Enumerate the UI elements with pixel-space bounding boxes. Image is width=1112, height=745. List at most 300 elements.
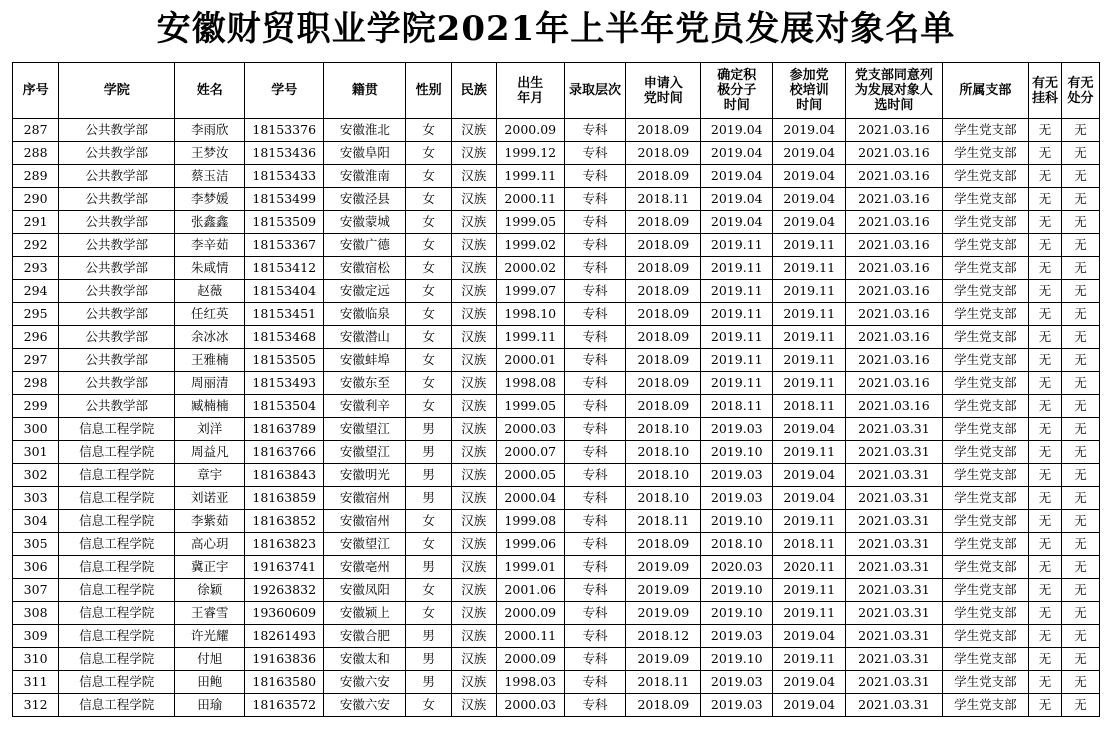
col-penalty-cell: 无 <box>1061 602 1099 625</box>
col-failed-course-cell: 无 <box>1029 418 1062 441</box>
col-failed-course-cell: 无 <box>1029 188 1062 211</box>
col-college-cell: 信息工程学院 <box>59 694 175 717</box>
col-approval-date-cell: 2021.03.16 <box>846 234 943 257</box>
col-penalty-cell: 无 <box>1061 372 1099 395</box>
col-student-id-cell: 18163859 <box>245 487 324 510</box>
col-penalty-cell: 无 <box>1061 648 1099 671</box>
col-birth-cell: 2000.03 <box>496 694 564 717</box>
col-student-id-cell: 19360609 <box>245 602 324 625</box>
col-approval-date-cell: 2021.03.31 <box>846 648 943 671</box>
col-apply-date-cell: 2018.10 <box>626 441 701 464</box>
col-approval-date-cell: 2021.03.16 <box>846 119 943 142</box>
table-row <box>13 326 1100 349</box>
col-name-cell: 周丽清 <box>175 372 245 395</box>
col-gender-cell: 女 <box>406 694 451 717</box>
col-hometown-cell: 安徽明光 <box>324 464 406 487</box>
col-college-cell: 信息工程学院 <box>59 464 175 487</box>
col-approval-date-cell: 2021.03.31 <box>846 441 943 464</box>
col-penalty-cell: 无 <box>1061 165 1099 188</box>
col-hometown-cell: 安徽合肥 <box>324 625 406 648</box>
col-failed-course-header: 有无 挂科 <box>1029 63 1062 119</box>
col-hometown-cell: 安徽潜山 <box>324 326 406 349</box>
col-student-id-cell: 18153493 <box>245 372 324 395</box>
col-index-cell: 288 <box>13 142 59 165</box>
col-gender-cell: 男 <box>406 418 451 441</box>
col-branch-cell: 学生党支部 <box>942 556 1028 579</box>
col-college-cell: 公共教学部 <box>59 257 175 280</box>
col-name-header: 姓名 <box>175 63 245 119</box>
col-branch-cell: 学生党支部 <box>942 349 1028 372</box>
col-index-cell: 297 <box>13 349 59 372</box>
col-index-cell: 310 <box>13 648 59 671</box>
col-name-cell: 王睿雪 <box>175 602 245 625</box>
col-level-cell: 专科 <box>564 165 626 188</box>
col-birth-cell: 1998.08 <box>496 372 564 395</box>
col-activist-date-cell: 2018.10 <box>701 533 773 556</box>
col-college-cell: 公共教学部 <box>59 395 175 418</box>
col-branch-cell: 学生党支部 <box>942 671 1028 694</box>
col-branch-cell: 学生党支部 <box>942 441 1028 464</box>
col-level-header: 录取层次 <box>564 63 626 119</box>
col-college-cell: 信息工程学院 <box>59 648 175 671</box>
col-activist-date-cell: 2019.04 <box>701 211 773 234</box>
col-activist-date-header: 确定积 极分子 时间 <box>701 63 773 119</box>
table-row <box>13 234 1100 257</box>
col-name-cell: 刘洋 <box>175 418 245 441</box>
col-branch-cell: 学生党支部 <box>942 602 1028 625</box>
col-student-id-cell: 18153433 <box>245 165 324 188</box>
col-level-cell: 专科 <box>564 441 626 464</box>
col-penalty-cell: 无 <box>1061 533 1099 556</box>
col-college-cell: 公共教学部 <box>59 119 175 142</box>
col-gender-cell: 男 <box>406 556 451 579</box>
col-training-date-cell: 2019.11 <box>773 349 846 372</box>
table-row <box>13 441 1100 464</box>
col-approval-date-cell: 2021.03.31 <box>846 418 943 441</box>
col-approval-date-cell: 2021.03.31 <box>846 533 943 556</box>
col-ethnicity-cell: 汉族 <box>451 349 496 372</box>
col-approval-date-cell: 2021.03.31 <box>846 556 943 579</box>
col-birth-cell: 2000.05 <box>496 464 564 487</box>
table-row <box>13 510 1100 533</box>
col-approval-date-cell: 2021.03.16 <box>846 372 943 395</box>
col-penalty-cell: 无 <box>1061 441 1099 464</box>
col-level-cell: 专科 <box>564 671 626 694</box>
col-branch-cell: 学生党支部 <box>942 487 1028 510</box>
col-student-id-cell: 18153436 <box>245 142 324 165</box>
col-college-cell: 公共教学部 <box>59 211 175 234</box>
col-hometown-cell: 安徽亳州 <box>324 556 406 579</box>
col-ethnicity-cell: 汉族 <box>451 303 496 326</box>
col-birth-cell: 2000.01 <box>496 349 564 372</box>
col-training-date-cell: 2019.11 <box>773 510 846 533</box>
col-branch-cell: 学生党支部 <box>942 303 1028 326</box>
col-approval-date-cell: 2021.03.16 <box>846 280 943 303</box>
col-penalty-cell: 无 <box>1061 142 1099 165</box>
col-apply-date-cell: 2018.09 <box>626 326 701 349</box>
col-penalty-cell: 无 <box>1061 487 1099 510</box>
col-failed-course-cell: 无 <box>1029 556 1062 579</box>
col-penalty-cell: 无 <box>1061 257 1099 280</box>
col-hometown-cell: 安徽蒙城 <box>324 211 406 234</box>
col-failed-course-cell: 无 <box>1029 487 1062 510</box>
col-birth-cell: 1999.11 <box>496 326 564 349</box>
col-college-cell: 信息工程学院 <box>59 533 175 556</box>
col-activist-date-cell: 2019.04 <box>701 188 773 211</box>
col-college-cell: 信息工程学院 <box>59 418 175 441</box>
col-index-cell: 287 <box>13 119 59 142</box>
col-gender-cell: 女 <box>406 303 451 326</box>
col-hometown-cell: 安徽定远 <box>324 280 406 303</box>
col-training-date-cell: 2019.04 <box>773 188 846 211</box>
col-activist-date-cell: 2019.10 <box>701 441 773 464</box>
col-birth-cell: 2000.09 <box>496 119 564 142</box>
col-level-cell: 专科 <box>564 579 626 602</box>
col-name-cell: 许光耀 <box>175 625 245 648</box>
table-row <box>13 556 1100 579</box>
col-college-cell: 公共教学部 <box>59 303 175 326</box>
col-branch-cell: 学生党支部 <box>942 280 1028 303</box>
col-training-date-cell: 2019.11 <box>773 257 846 280</box>
col-level-cell: 专科 <box>564 142 626 165</box>
col-ethnicity-cell: 汉族 <box>451 671 496 694</box>
col-level-cell: 专科 <box>564 533 626 556</box>
col-student-id-cell: 18163580 <box>245 671 324 694</box>
col-birth-cell: 1999.02 <box>496 234 564 257</box>
col-birth-header: 出生 年月 <box>496 63 564 119</box>
col-branch-cell: 学生党支部 <box>942 234 1028 257</box>
table-row <box>13 119 1100 142</box>
col-name-cell: 李辛茹 <box>175 234 245 257</box>
col-birth-cell: 2000.11 <box>496 625 564 648</box>
col-gender-header: 性别 <box>406 63 451 119</box>
col-name-cell: 徐颖 <box>175 579 245 602</box>
col-student-id-cell: 19263832 <box>245 579 324 602</box>
col-penalty-cell: 无 <box>1061 694 1099 717</box>
col-training-date-cell: 2019.11 <box>773 303 846 326</box>
col-hometown-cell: 安徽望江 <box>324 418 406 441</box>
col-apply-date-cell: 2018.09 <box>626 280 701 303</box>
col-student-id-cell: 18153509 <box>245 211 324 234</box>
col-activist-date-cell: 2019.04 <box>701 165 773 188</box>
col-student-id-cell: 18163852 <box>245 510 324 533</box>
col-name-cell: 余冰冰 <box>175 326 245 349</box>
col-level-cell: 专科 <box>564 280 626 303</box>
table-row <box>13 349 1100 372</box>
col-birth-cell: 1999.11 <box>496 165 564 188</box>
col-hometown-cell: 安徽宿松 <box>324 257 406 280</box>
col-index-cell: 290 <box>13 188 59 211</box>
col-training-date-cell: 2019.11 <box>773 280 846 303</box>
col-penalty-cell: 无 <box>1061 188 1099 211</box>
col-branch-cell: 学生党支部 <box>942 142 1028 165</box>
col-hometown-cell: 安徽凤阳 <box>324 579 406 602</box>
col-apply-date-cell: 2019.09 <box>626 579 701 602</box>
col-student-id-cell: 18163823 <box>245 533 324 556</box>
col-hometown-cell: 安徽广德 <box>324 234 406 257</box>
col-ethnicity-cell: 汉族 <box>451 257 496 280</box>
col-birth-cell: 2000.04 <box>496 487 564 510</box>
col-approval-date-header: 党支部同意列 为发展对象人 选时间 <box>846 63 943 119</box>
col-index-cell: 303 <box>13 487 59 510</box>
col-student-id-cell: 18153376 <box>245 119 324 142</box>
col-training-date-cell: 2019.04 <box>773 119 846 142</box>
col-student-id-cell: 18153504 <box>245 395 324 418</box>
col-level-cell: 专科 <box>564 234 626 257</box>
col-approval-date-cell: 2021.03.16 <box>846 349 943 372</box>
col-name-cell: 李雨欣 <box>175 119 245 142</box>
col-approval-date-cell: 2021.03.31 <box>846 602 943 625</box>
col-approval-date-cell: 2021.03.16 <box>846 326 943 349</box>
col-birth-cell: 2000.07 <box>496 441 564 464</box>
col-training-date-cell: 2019.04 <box>773 418 846 441</box>
table-row <box>13 648 1100 671</box>
col-training-date-cell: 2019.11 <box>773 234 846 257</box>
col-penalty-cell: 无 <box>1061 579 1099 602</box>
col-branch-cell: 学生党支部 <box>942 188 1028 211</box>
col-apply-date-cell: 2018.09 <box>626 165 701 188</box>
col-approval-date-cell: 2021.03.31 <box>846 625 943 648</box>
col-apply-date-cell: 2019.09 <box>626 556 701 579</box>
col-failed-course-cell: 无 <box>1029 579 1062 602</box>
col-level-cell: 专科 <box>564 625 626 648</box>
table-row <box>13 303 1100 326</box>
col-level-cell: 专科 <box>564 349 626 372</box>
col-birth-cell: 1999.06 <box>496 533 564 556</box>
col-student-id-cell: 18153499 <box>245 188 324 211</box>
col-index-cell: 309 <box>13 625 59 648</box>
col-apply-date-cell: 2018.09 <box>626 142 701 165</box>
col-training-date-cell: 2019.04 <box>773 464 846 487</box>
col-level-cell: 专科 <box>564 119 626 142</box>
col-approval-date-cell: 2021.03.16 <box>846 142 943 165</box>
col-index-cell: 304 <box>13 510 59 533</box>
col-ethnicity-cell: 汉族 <box>451 648 496 671</box>
col-failed-course-cell: 无 <box>1029 257 1062 280</box>
col-ethnicity-cell: 汉族 <box>451 119 496 142</box>
col-penalty-cell: 无 <box>1061 211 1099 234</box>
col-birth-cell: 2000.11 <box>496 188 564 211</box>
col-name-cell: 赵薇 <box>175 280 245 303</box>
col-failed-course-cell: 无 <box>1029 211 1062 234</box>
col-name-cell: 付旭 <box>175 648 245 671</box>
page-title: 安徽财贸职业学院2021年上半年党员发展对象名单 <box>156 9 956 49</box>
col-penalty-cell: 无 <box>1061 418 1099 441</box>
col-student-id-cell: 18153451 <box>245 303 324 326</box>
col-index-cell: 291 <box>13 211 59 234</box>
col-failed-course-cell: 无 <box>1029 372 1062 395</box>
table-header-row <box>13 63 1100 119</box>
col-branch-cell: 学生党支部 <box>942 165 1028 188</box>
col-apply-date-cell: 2018.09 <box>626 395 701 418</box>
col-level-cell: 专科 <box>564 694 626 717</box>
col-student-id-cell: 18153468 <box>245 326 324 349</box>
col-student-id-cell: 18153404 <box>245 280 324 303</box>
col-activist-date-cell: 2019.03 <box>701 464 773 487</box>
col-name-cell: 周益凡 <box>175 441 245 464</box>
col-gender-cell: 男 <box>406 671 451 694</box>
col-birth-cell: 1999.07 <box>496 280 564 303</box>
col-index-cell: 306 <box>13 556 59 579</box>
col-name-cell: 高心玥 <box>175 533 245 556</box>
col-training-date-cell: 2019.11 <box>773 441 846 464</box>
col-ethnicity-cell: 汉族 <box>451 326 496 349</box>
col-activist-date-cell: 2019.03 <box>701 671 773 694</box>
col-level-cell: 专科 <box>564 211 626 234</box>
col-gender-cell: 男 <box>406 441 451 464</box>
col-name-cell: 王梦汝 <box>175 142 245 165</box>
col-ethnicity-cell: 汉族 <box>451 510 496 533</box>
col-failed-course-cell: 无 <box>1029 648 1062 671</box>
col-penalty-header: 有无 处分 <box>1061 63 1099 119</box>
col-failed-course-cell: 无 <box>1029 234 1062 257</box>
col-index-cell: 301 <box>13 441 59 464</box>
col-branch-cell: 学生党支部 <box>942 579 1028 602</box>
col-gender-cell: 女 <box>406 142 451 165</box>
col-activist-date-cell: 2019.11 <box>701 257 773 280</box>
col-approval-date-cell: 2021.03.16 <box>846 165 943 188</box>
col-college-cell: 公共教学部 <box>59 188 175 211</box>
col-apply-date-cell: 2018.09 <box>626 257 701 280</box>
col-apply-date-header: 申请入 党时间 <box>626 63 701 119</box>
col-college-cell: 公共教学部 <box>59 234 175 257</box>
table-row <box>13 625 1100 648</box>
col-training-date-cell: 2019.04 <box>773 671 846 694</box>
col-activist-date-cell: 2019.03 <box>701 625 773 648</box>
col-branch-cell: 学生党支部 <box>942 694 1028 717</box>
col-apply-date-cell: 2018.11 <box>626 671 701 694</box>
col-training-date-header: 参加党 校培训 时间 <box>773 63 846 119</box>
col-branch-cell: 学生党支部 <box>942 119 1028 142</box>
col-ethnicity-cell: 汉族 <box>451 487 496 510</box>
col-index-cell: 298 <box>13 372 59 395</box>
col-training-date-cell: 2019.04 <box>773 487 846 510</box>
table-row <box>13 188 1100 211</box>
col-training-date-cell: 2019.11 <box>773 602 846 625</box>
col-approval-date-cell: 2021.03.16 <box>846 303 943 326</box>
col-level-cell: 专科 <box>564 372 626 395</box>
col-penalty-cell: 无 <box>1061 119 1099 142</box>
col-failed-course-cell: 无 <box>1029 602 1062 625</box>
col-branch-cell: 学生党支部 <box>942 510 1028 533</box>
col-approval-date-cell: 2021.03.31 <box>846 579 943 602</box>
col-approval-date-cell: 2021.03.31 <box>846 694 943 717</box>
col-apply-date-cell: 2018.10 <box>626 464 701 487</box>
col-failed-course-cell: 无 <box>1029 165 1062 188</box>
col-hometown-cell: 安徽望江 <box>324 533 406 556</box>
col-activist-date-cell: 2020.03 <box>701 556 773 579</box>
col-name-cell: 任红英 <box>175 303 245 326</box>
col-gender-cell: 女 <box>406 395 451 418</box>
col-activist-date-cell: 2018.11 <box>701 395 773 418</box>
col-ethnicity-cell: 汉族 <box>451 234 496 257</box>
col-college-cell: 公共教学部 <box>59 372 175 395</box>
col-penalty-cell: 无 <box>1061 556 1099 579</box>
col-gender-cell: 女 <box>406 510 451 533</box>
col-gender-cell: 女 <box>406 602 451 625</box>
col-ethnicity-cell: 汉族 <box>451 602 496 625</box>
col-apply-date-cell: 2018.10 <box>626 487 701 510</box>
col-name-cell: 臧楠楠 <box>175 395 245 418</box>
col-name-cell: 冀正宇 <box>175 556 245 579</box>
col-birth-cell: 1999.05 <box>496 395 564 418</box>
col-name-cell: 蔡玉洁 <box>175 165 245 188</box>
table-row <box>13 372 1100 395</box>
col-index-cell: 307 <box>13 579 59 602</box>
col-training-date-cell: 2019.04 <box>773 694 846 717</box>
col-failed-course-cell: 无 <box>1029 533 1062 556</box>
col-gender-cell: 女 <box>406 533 451 556</box>
col-penalty-cell: 无 <box>1061 625 1099 648</box>
col-ethnicity-cell: 汉族 <box>451 165 496 188</box>
col-failed-course-cell: 无 <box>1029 349 1062 372</box>
col-college-cell: 信息工程学院 <box>59 625 175 648</box>
col-level-cell: 专科 <box>564 487 626 510</box>
col-birth-cell: 1999.01 <box>496 556 564 579</box>
col-name-cell: 田瑜 <box>175 694 245 717</box>
table-row <box>13 671 1100 694</box>
col-college-cell: 公共教学部 <box>59 280 175 303</box>
col-index-cell: 302 <box>13 464 59 487</box>
col-branch-cell: 学生党支部 <box>942 326 1028 349</box>
col-apply-date-cell: 2018.09 <box>626 211 701 234</box>
table-row <box>13 602 1100 625</box>
col-index-cell: 292 <box>13 234 59 257</box>
col-college-cell: 信息工程学院 <box>59 579 175 602</box>
col-failed-course-cell: 无 <box>1029 395 1062 418</box>
col-gender-cell: 女 <box>406 234 451 257</box>
col-branch-cell: 学生党支部 <box>942 464 1028 487</box>
col-college-cell: 信息工程学院 <box>59 556 175 579</box>
col-ethnicity-cell: 汉族 <box>451 418 496 441</box>
col-college-cell: 信息工程学院 <box>59 602 175 625</box>
col-approval-date-cell: 2021.03.16 <box>846 188 943 211</box>
col-apply-date-cell: 2018.09 <box>626 234 701 257</box>
col-failed-course-cell: 无 <box>1029 441 1062 464</box>
col-hometown-cell: 安徽阜阳 <box>324 142 406 165</box>
col-student-id-header: 学号 <box>245 63 324 119</box>
col-apply-date-cell: 2018.09 <box>626 694 701 717</box>
col-failed-course-cell: 无 <box>1029 510 1062 533</box>
col-name-cell: 李紫茹 <box>175 510 245 533</box>
col-branch-cell: 学生党支部 <box>942 533 1028 556</box>
col-ethnicity-cell: 汉族 <box>451 556 496 579</box>
col-activist-date-cell: 2019.04 <box>701 119 773 142</box>
col-branch-cell: 学生党支部 <box>942 395 1028 418</box>
col-hometown-cell: 安徽六安 <box>324 671 406 694</box>
col-apply-date-cell: 2018.10 <box>626 418 701 441</box>
col-activist-date-cell: 2019.11 <box>701 280 773 303</box>
col-level-cell: 专科 <box>564 556 626 579</box>
col-name-cell: 张鑫鑫 <box>175 211 245 234</box>
col-activist-date-cell: 2019.03 <box>701 694 773 717</box>
col-ethnicity-header: 民族 <box>451 63 496 119</box>
col-activist-date-cell: 2019.03 <box>701 418 773 441</box>
col-gender-cell: 男 <box>406 487 451 510</box>
col-training-date-cell: 2020.11 <box>773 556 846 579</box>
col-student-id-cell: 18153412 <box>245 257 324 280</box>
col-name-cell: 田鲍 <box>175 671 245 694</box>
col-ethnicity-cell: 汉族 <box>451 625 496 648</box>
col-level-cell: 专科 <box>564 395 626 418</box>
col-student-id-cell: 18163843 <box>245 464 324 487</box>
col-approval-date-cell: 2021.03.16 <box>846 211 943 234</box>
col-ethnicity-cell: 汉族 <box>451 142 496 165</box>
col-failed-course-cell: 无 <box>1029 280 1062 303</box>
col-hometown-cell: 安徽宿州 <box>324 510 406 533</box>
col-penalty-cell: 无 <box>1061 280 1099 303</box>
col-hometown-cell: 安徽淮北 <box>324 119 406 142</box>
